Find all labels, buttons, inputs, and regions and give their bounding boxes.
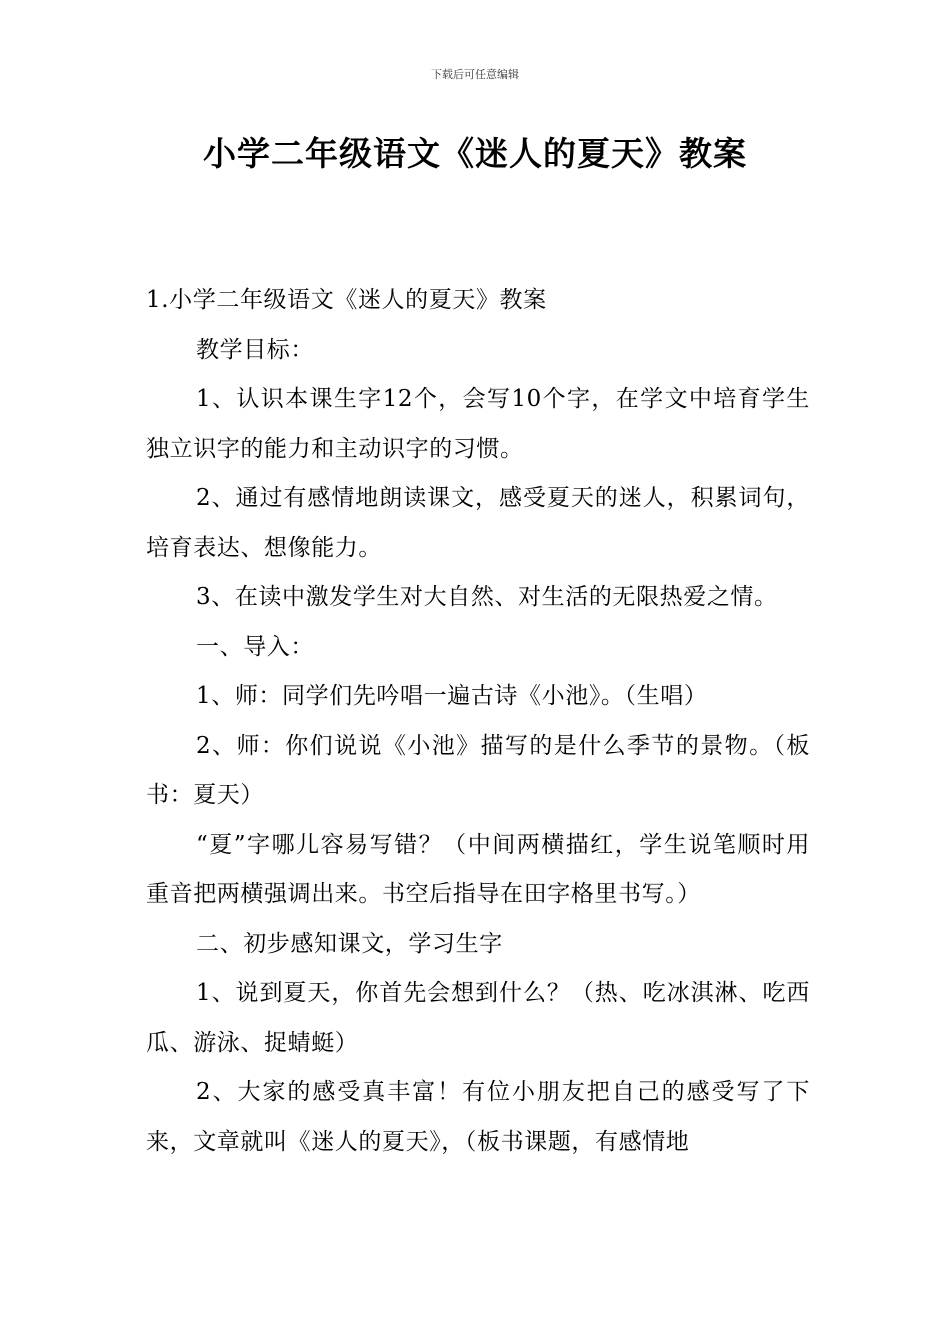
paragraph-intro-heading: 一、导入： [196, 633, 314, 660]
section-heading: 1.小学二年级语文《迷人的夏天》教案 [146, 287, 547, 313]
paragraph-goal-3: 3、在读中激发学生对大自然、对生活的无限热爱之情。 [196, 584, 778, 610]
document-title: 小学二年级语文《迷人的夏天》教案 [203, 134, 747, 173]
paragraph-part2-1: 1、说到夏天，你首先会想到什么？（热、吃冰淇淋、吃西瓜、游泳、捉蜻蜓） [146, 980, 810, 1056]
page-header-note: 下载后可任意编辑 [431, 68, 519, 81]
paragraph-intro-1: 1、师：同学们先吟唱一遍古诗《小池》。（生唱） [196, 683, 708, 709]
paragraph-intro-3: “夏”字哪儿容易写错？（中间两横描红，学生说笔顺时用重音把两横强调出来。书空后指导在田字格里书写。） [146, 831, 810, 907]
paragraph-intro-2: 2、师：你们说说《小池》描写的是什么季节的景物。（板书：夏天） [146, 732, 810, 808]
paragraph-part2-2: 2、大家的感受真丰富！有位小朋友把自己的感受写了下来，文章就叫《迷人的夏天》，（板书课题，有感情地 [146, 1079, 810, 1155]
paragraph-goal-2: 2、通过有感情地朗读课文，感受夏天的迷人，积累词句，培育表达、想像能力。 [146, 485, 810, 561]
document-body [146, 276, 810, 1167]
paragraph-part2-heading: 二、初步感知课文，学习生字 [196, 930, 503, 957]
paragraph-goal-1: 1、认识本课生字12个，会写10个字，在学文中培育学生独立识字的能力和主动识字的习惯。 [146, 386, 810, 462]
paragraph-teaching-goals: 教学目标： [196, 336, 314, 363]
